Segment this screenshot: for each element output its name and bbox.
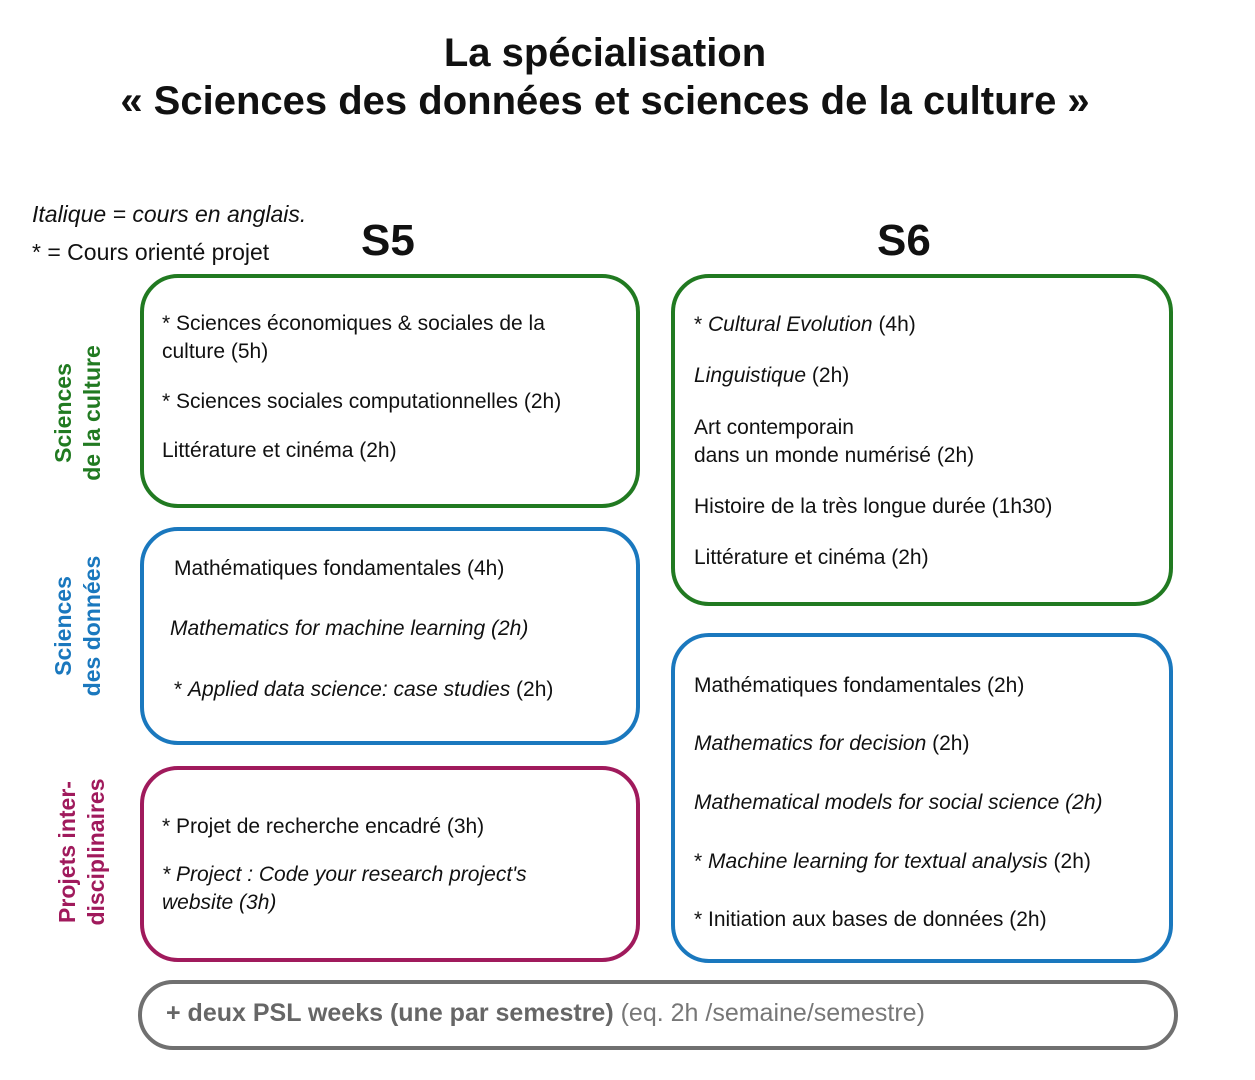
- s6-culture-course-2: [694, 362, 849, 390]
- s6-culture-course-2-suffix: (2h): [806, 364, 850, 387]
- s5-donnees-course-3-title: Applied data science: case studies: [188, 678, 511, 701]
- footer-bold: + deux PSL weeks (une par semestre): [166, 999, 614, 1027]
- s6-culture-course-1: [694, 311, 916, 339]
- s5-donnees-course-3-prefix: *: [174, 678, 189, 701]
- row-label-projets: [53, 742, 113, 962]
- footer-normal: (eq. 2h /semaine/semestre): [613, 999, 925, 1027]
- row-label-donnees-line1: Sciences: [50, 576, 76, 676]
- row-label-projets-line1: Projets inter-: [54, 781, 80, 923]
- s5-projets-course-1: * Projet de recherche encadré (3h): [162, 815, 485, 838]
- row-label-culture-line2: de la culture: [79, 345, 105, 481]
- s6-culture-course-2-title: Linguistique: [694, 364, 807, 387]
- s6-donnees-course-4-prefix: *: [694, 850, 709, 873]
- s5-donnees-course-3: [174, 676, 553, 704]
- s6-donnees-course-4: [694, 848, 1091, 876]
- legend-star-note: * = Cours orienté projet: [32, 239, 270, 265]
- s6-donnees-course-5: * Initiation aux bases de données (2h): [694, 908, 1047, 931]
- s6-culture-course-4: Histoire de la très longue durée (1h30): [694, 495, 1053, 518]
- s5-culture-course-1-line1: * Sciences économiques & sociales de la: [162, 312, 545, 335]
- s6-culture-course-5: Littérature et cinéma (2h): [694, 546, 929, 569]
- s6-donnees-course-4-title: Machine learning for textual analysis: [708, 850, 1048, 873]
- semester-s6-heading: S6: [877, 216, 931, 265]
- s5-donnees-course-3-suffix: (2h): [510, 678, 554, 701]
- s5-donnees-course-2: Mathematics for machine learning (2h): [170, 617, 529, 640]
- s6-donnees-course-2: [694, 730, 969, 758]
- title-line-2: « Sciences des données et sciences de la culture »: [120, 79, 1090, 123]
- title-line-1: La spécialisation: [443, 31, 767, 75]
- s6-donnees-course-1: Mathématiques fondamentales (2h): [694, 674, 1025, 697]
- footer-text: [166, 999, 925, 1028]
- s6-donnees-course-4-suffix: (2h): [1047, 850, 1091, 873]
- row-label-donnees: [49, 516, 109, 736]
- s6-culture-course-3-line1: Art contemporain: [694, 416, 854, 439]
- semester-s5-heading: S5: [361, 216, 415, 265]
- s6-culture-course-3-line2: dans un monde numérisé (2h): [694, 444, 975, 467]
- s6-donnees-course-2-title: Mathematics for decision: [694, 732, 927, 755]
- s5-culture-course-1-line2: culture (5h): [162, 340, 269, 363]
- row-label-donnees-line2: des données: [79, 555, 105, 697]
- s6-culture-course-1-prefix: *: [694, 313, 709, 336]
- legend-italic-note: Italique = cours en anglais.: [32, 201, 307, 227]
- s6-donnees-course-2-suffix: (2h): [926, 732, 970, 755]
- s6-culture-course-1-title: Cultural Evolution: [708, 313, 873, 336]
- s5-projets-course-2-line2: website (3h): [162, 891, 277, 914]
- row-label-culture: [49, 303, 109, 523]
- s5-projets-course-2-line1: * Project : Code your research project's: [162, 863, 527, 886]
- s5-donnees-course-1: Mathématiques fondamentales (4h): [174, 557, 505, 580]
- s6-culture-course-1-suffix: (4h): [872, 313, 916, 336]
- s6-donnees-course-3: Mathematical models for social science (2h): [694, 791, 1103, 814]
- s5-culture-course-2: * Sciences sociales computationnelles (2h): [162, 390, 562, 413]
- s5-culture-course-3: Littérature et cinéma (2h): [162, 439, 397, 462]
- row-label-projets-line2: disciplinaires: [83, 778, 109, 926]
- row-label-culture-line1: Sciences: [50, 363, 76, 463]
